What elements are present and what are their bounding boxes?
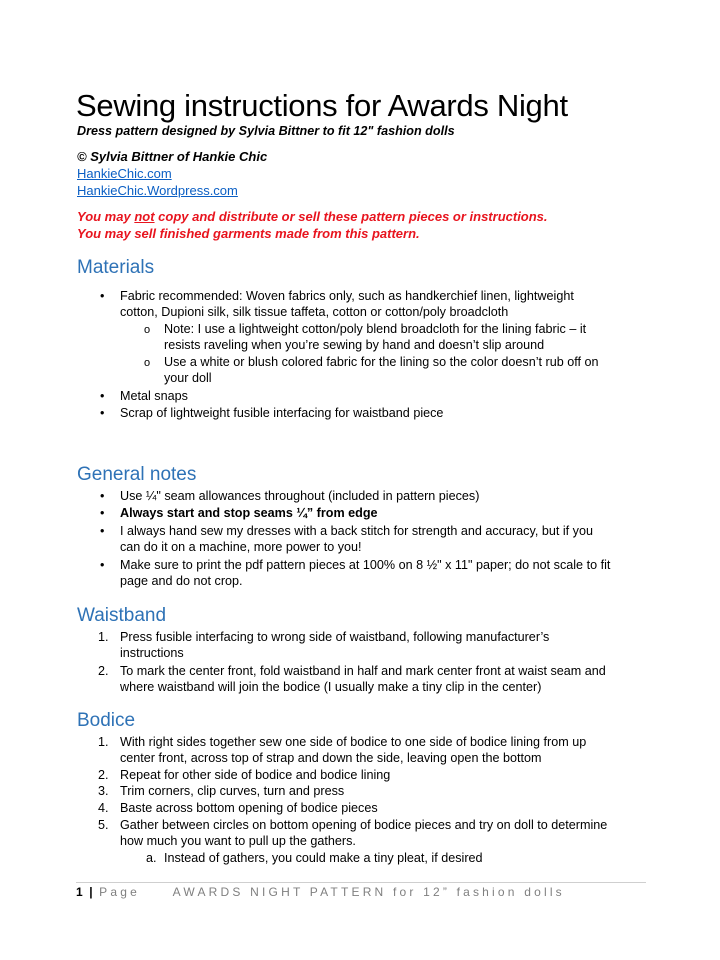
general-hand-line1: I always hand sew my dresses with a back stitch for strength and accuracy, but if you xyxy=(120,524,593,538)
materials-fabric-line1: Fabric recommended: Woven fabrics only, such as handkerchief linen, lightweight xyxy=(120,289,574,303)
footer-text: AWARDS NIGHT PATTERN for 12” fashion dolls xyxy=(172,885,565,899)
materials-interfacing: Scrap of lightweight fusible interfacing for waistband piece xyxy=(120,406,444,420)
bullet-marker: • xyxy=(100,489,105,503)
bullet-marker: • xyxy=(100,406,105,420)
materials-note1-line2: resists raveling when you’re sewing by hand and doesn’t slip around xyxy=(164,338,545,352)
materials-note2-line2: your doll xyxy=(164,371,212,385)
bodice-step4: Baste across bottom opening of bodice pieces xyxy=(120,801,378,815)
step-number: 1. xyxy=(98,735,109,749)
general-print-line2: page and do not crop. xyxy=(120,574,243,588)
bullet-marker: • xyxy=(100,289,105,303)
bodice-step1-line2: center front, across top of strap and down the side, leaving open the bottom xyxy=(120,751,542,765)
bodice-step2: Repeat for other side of bodice and bodice lining xyxy=(120,768,391,782)
step-number: 5. xyxy=(98,818,109,832)
bodice-step5-line2: how much you want to pull up the gathers. xyxy=(120,834,356,848)
step-number: 4. xyxy=(98,801,109,815)
page-title: Sewing instructions for Awards Night xyxy=(76,88,568,123)
general-seam: Use ¼" seam allowances throughout (included in pattern pieces) xyxy=(120,489,480,503)
warning-not: not xyxy=(134,209,155,224)
link-hankiechic-wordpress[interactable]: HankieChic.Wordpress.com xyxy=(77,183,238,198)
page-footer xyxy=(76,885,565,899)
copyright-line: © Sylvia Bittner of Hankie Chic xyxy=(77,149,268,164)
heading-materials: Materials xyxy=(77,257,155,278)
materials-snaps: Metal snaps xyxy=(120,389,188,403)
general-start-stop: Always start and stop seams ¼” from edge xyxy=(120,506,378,520)
bodice-step3: Trim corners, clip curves, turn and press xyxy=(120,784,345,798)
warning-line-2: You may sell finished garments made from this pattern. xyxy=(77,226,420,241)
materials-fabric-line2: cotton, Dupioni silk, silk tissue taffeta, cotton or cotton/poly broadcloth xyxy=(120,305,509,319)
heading-general-notes: General notes xyxy=(77,464,197,485)
footer-page-word: Page xyxy=(99,885,140,899)
general-hand-line2: can do it on a machine, more power to you! xyxy=(120,540,362,554)
sub-bullet-marker: o xyxy=(144,324,151,336)
general-print-line1: Make sure to print the pdf pattern pieces at 100% on 8 ½" x 11" paper; do not scale to fit xyxy=(120,558,611,572)
subtitle: Dress pattern designed by Sylvia Bittner to fit 12" fashion dolls xyxy=(77,124,455,138)
footer-rule xyxy=(76,882,646,883)
bodice-step1-line1: With right sides together sew one side of bodice to one side of bodice lining from up xyxy=(120,735,587,749)
waistband-step1-line1: Press fusible interfacing to wrong side of waistband, following manufacturer’s xyxy=(120,630,550,644)
bullet-marker: • xyxy=(100,506,105,520)
bullet-marker: • xyxy=(100,558,105,572)
sub-bullet-marker: o xyxy=(144,357,151,369)
materials-note2-line1: Use a white or blush colored fabric for the lining so the color doesn’t rub off on xyxy=(164,355,599,369)
waistband-step1-line2: instructions xyxy=(120,646,184,660)
bullet-marker: • xyxy=(100,524,105,538)
heading-waistband: Waistband xyxy=(77,605,167,626)
footer-page-number: 1 xyxy=(76,885,83,899)
bullet-marker: • xyxy=(100,389,105,403)
sub-step-letter: a. xyxy=(146,851,157,865)
waistband-step2-line1: To mark the center front, fold waistband in half and mark center front at waist seam and xyxy=(120,664,606,678)
footer-separator: | xyxy=(89,885,93,899)
bodice-step5a: Instead of gathers, you could make a tiny pleat, if desired xyxy=(164,851,483,865)
warning-line-1: You may not copy and distribute or sell these pattern pieces or instructions. xyxy=(77,209,548,224)
link-hankiechic[interactable]: HankieChic.com xyxy=(77,166,172,181)
step-number: 3. xyxy=(98,784,109,798)
heading-bodice: Bodice xyxy=(77,710,136,731)
waistband-step2-line2: where waistband will join the bodice (I usually make a tiny clip in the center) xyxy=(120,680,542,694)
step-number: 1. xyxy=(98,630,109,644)
bodice-step5-line1: Gather between circles on bottom opening of bodice pieces and try on doll to determine xyxy=(120,818,608,832)
step-number: 2. xyxy=(98,664,109,678)
materials-note1-line1: Note: I use a lightweight cotton/poly blend broadcloth for the lining fabric – it xyxy=(164,322,587,336)
step-number: 2. xyxy=(98,768,109,782)
